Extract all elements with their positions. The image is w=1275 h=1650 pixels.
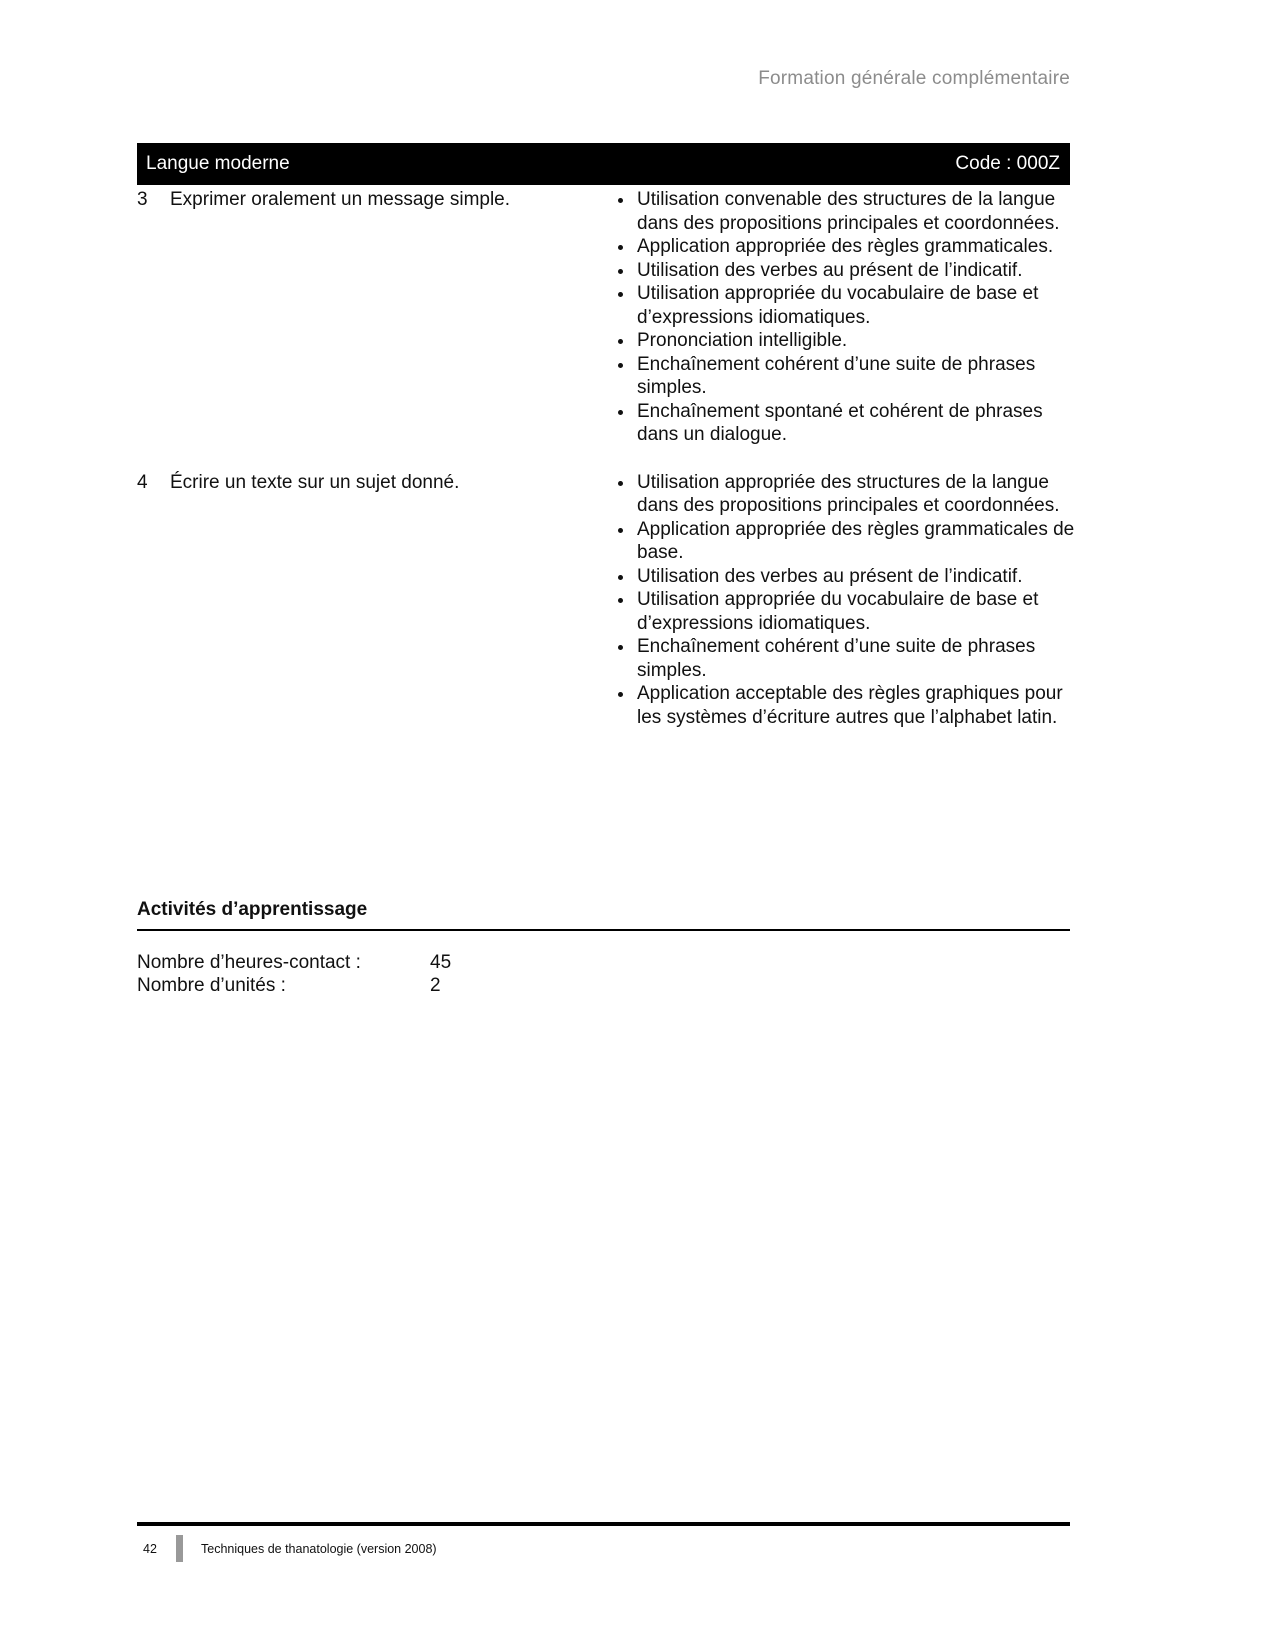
activities-section xyxy=(137,898,1070,998)
criterion-item: • Enchaînement spontané et cohérent de phrases dans un dialogue. xyxy=(635,400,1087,447)
objective-statement: Exprimer oralement un message simple. xyxy=(170,189,511,210)
criterion-item: • Utilisation appropriée des structures de la langue dans des propositions principales et coordonnées. xyxy=(635,471,1087,518)
criterion-item: • Utilisation des verbes au présent de l’indicatif. xyxy=(635,565,1087,589)
hours-contact-label: Nombre d’heures-contact : xyxy=(137,951,361,973)
objective-row xyxy=(137,471,1087,730)
activities-row xyxy=(137,974,1070,998)
objective-number: 4 xyxy=(137,471,148,493)
objective-criteria-list xyxy=(610,188,1087,447)
activities-heading: Activités d’apprentissage xyxy=(137,898,1070,931)
criterion-item: • Enchaînement cohérent d’une suite de phrases simples. xyxy=(635,635,1087,682)
activities-row xyxy=(137,951,1070,975)
objectives-table xyxy=(137,188,1087,753)
running-header: Formation générale complémentaire xyxy=(758,68,1070,89)
hours-contact-value: 45 xyxy=(430,951,452,973)
criterion-item: • Application appropriée des règles grammaticales. xyxy=(635,235,1087,259)
objective-number: 3 xyxy=(137,189,148,210)
criterion-item: • Enchaînement cohérent d’une suite de phrases simples. xyxy=(635,353,1087,400)
criterion-item: • Utilisation des verbes au présent de l’indicatif. xyxy=(635,259,1087,283)
page-footer xyxy=(137,1522,1070,1562)
objective-criteria-list xyxy=(610,471,1087,730)
footer-document-title: Techniques de thanatologie (version 2008) xyxy=(201,1541,437,1556)
course-title-bar xyxy=(137,143,1070,185)
units-label: Nombre d’unités : xyxy=(137,975,286,996)
criterion-item: • Application acceptable des règles graphiques pour les systèmes d’écriture autres que l’alphabet latin. xyxy=(635,682,1087,729)
objective-statement: Écrire un texte sur un sujet donné. xyxy=(170,471,460,493)
criterion-item: • Utilisation appropriée du vocabulaire de base et d’expressions idiomatiques. xyxy=(635,588,1087,635)
course-code: Code : 000Z xyxy=(955,153,1060,174)
criterion-item: • Utilisation appropriée du vocabulaire de base et d’expressions idiomatiques. xyxy=(635,282,1087,329)
course-title: Langue moderne xyxy=(146,153,290,174)
units-value: 2 xyxy=(430,975,441,996)
criterion-item: • Prononciation intelligible. xyxy=(635,329,1087,353)
objective-row xyxy=(137,188,1087,447)
footer-row xyxy=(137,1535,1070,1562)
page-number: 42 xyxy=(143,1541,157,1556)
footer-divider-bar xyxy=(176,1535,183,1562)
activities-rows xyxy=(137,951,1070,998)
criterion-item: • Application appropriée des règles grammaticales de base. xyxy=(635,518,1087,565)
criterion-item: • Utilisation convenable des structures de la langue dans des propositions principales et coordonnées. xyxy=(635,188,1087,235)
